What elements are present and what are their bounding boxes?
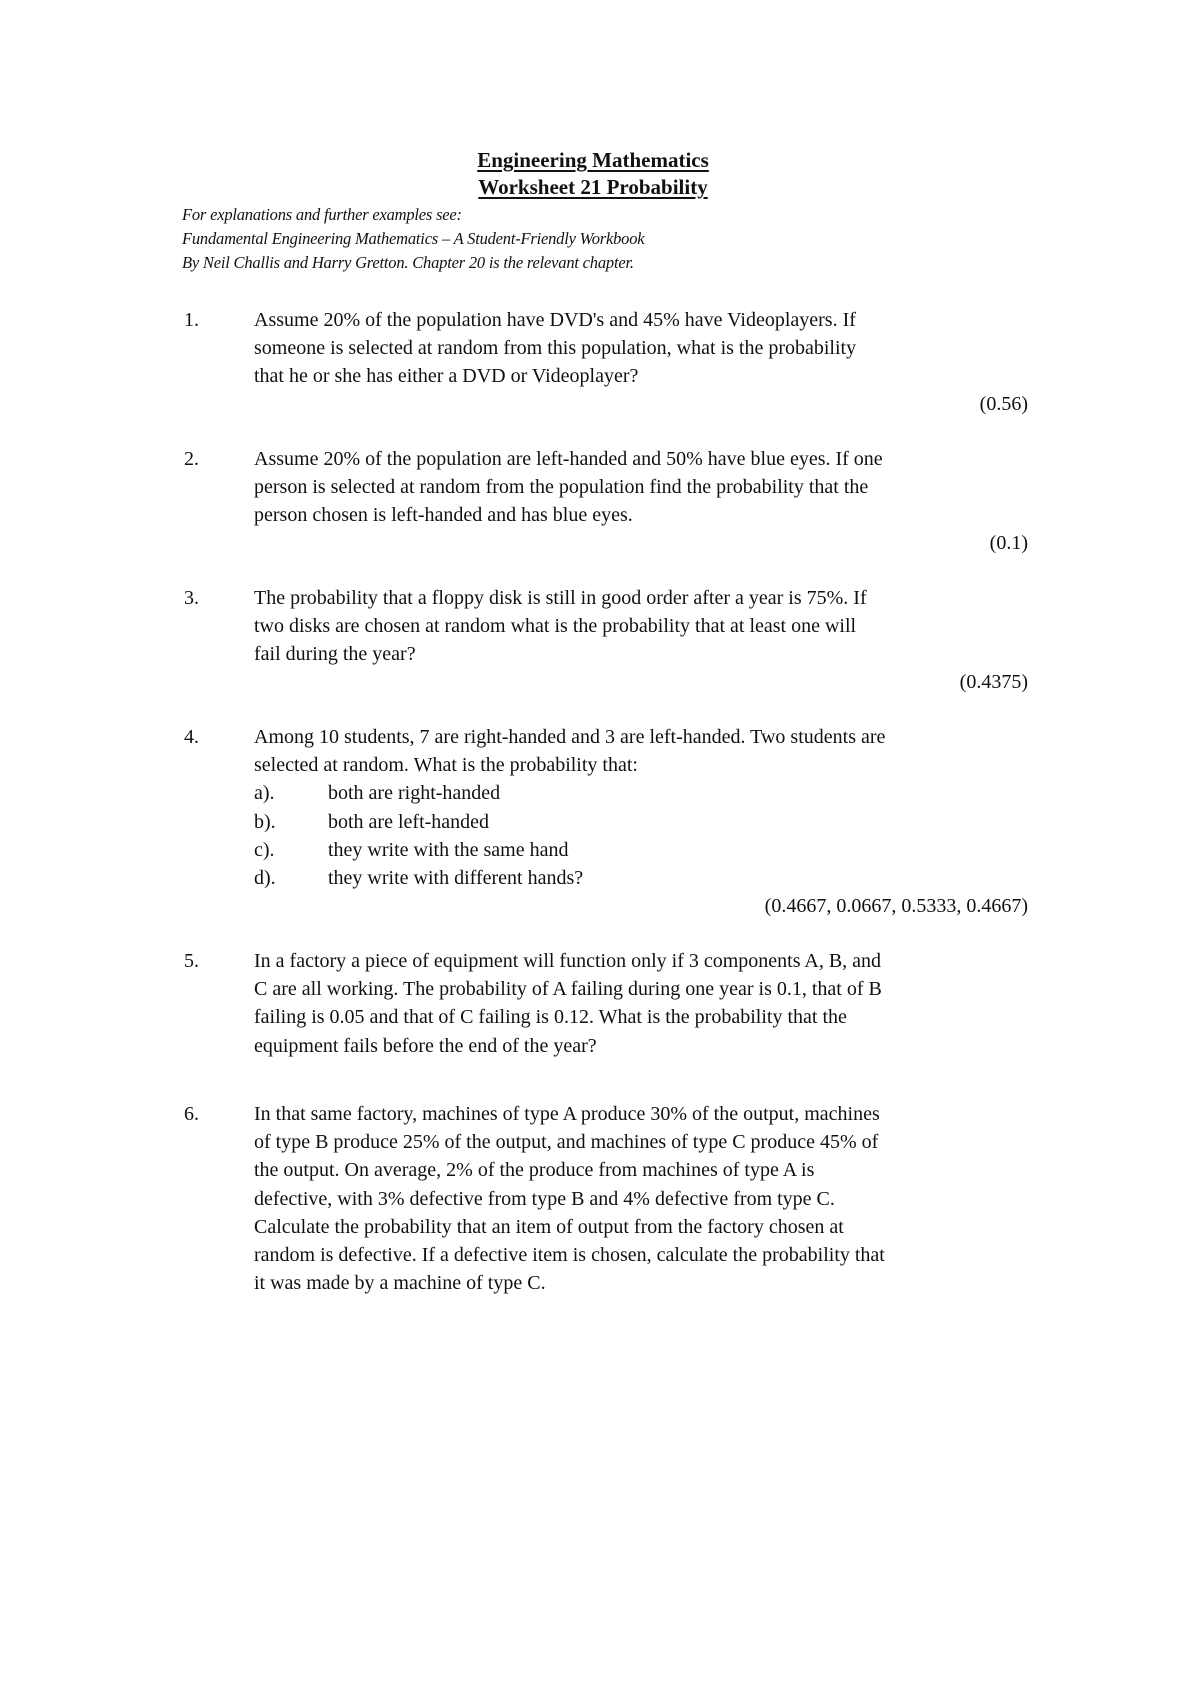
question-text xyxy=(254,445,1029,530)
reference-line-3: By Neil Challis and Harry Gretton. Chapter 20 is the relevant chapter. xyxy=(182,253,634,272)
question-line: selected at random. What is the probability that: xyxy=(254,754,638,777)
question-number: 6. xyxy=(184,1103,199,1125)
question-line: failing is 0.05 and that of C failing is 0.12. What is the probability that the xyxy=(254,1006,847,1029)
question-line: fail during the year? xyxy=(254,643,416,666)
question-part xyxy=(254,864,1054,892)
question-part xyxy=(254,836,1054,864)
part-label: c). xyxy=(254,838,275,861)
question-line: someone is selected at random from this population, what is the probability xyxy=(254,337,857,360)
question-parts xyxy=(254,779,1054,892)
question-line: equipment fails before the end of the year? xyxy=(254,1034,597,1057)
question-text xyxy=(254,1100,1029,1297)
part-text: both are left-handed xyxy=(328,810,490,833)
question-number: 3. xyxy=(184,587,199,609)
question-answer: (0.56) xyxy=(979,393,1028,415)
question-line: two disks are chosen at random what is the probability that at least one will xyxy=(254,615,857,638)
reference-line-1: For explanations and further examples see: xyxy=(182,205,462,224)
question-number: 5. xyxy=(184,950,199,972)
worksheet-subtitle: Worksheet 21 Probability xyxy=(478,175,708,199)
question-line: the output. On average, 2% of the produce from machines of type A is xyxy=(254,1159,815,1182)
question-answer: (0.4375) xyxy=(959,671,1028,693)
part-label: d). xyxy=(254,866,276,889)
question-line: that he or she has either a DVD or Videoplayer? xyxy=(254,365,639,388)
question-line: Assume 20% of the population are left-handed and 50% have blue eyes. If one xyxy=(254,448,883,470)
question-number: 1. xyxy=(184,309,199,331)
question-line: it was made by a machine of type C. xyxy=(254,1272,546,1295)
question-line: Among 10 students, 7 are right-handed and 3 are left-handed. Two students are xyxy=(254,726,886,748)
question-line: Assume 20% of the population have DVD's and 45% have Videoplayers. If xyxy=(254,309,856,331)
question-line: person is selected at random from the population find the probability that the xyxy=(254,476,869,499)
question-part xyxy=(254,808,1054,836)
question-line: In a factory a piece of equipment will function only if 3 components A, B, and xyxy=(254,950,882,972)
question-text xyxy=(254,584,1029,669)
page-title: Engineering Mathematics xyxy=(477,148,709,172)
question-text xyxy=(254,723,1029,779)
question-line: Calculate the probability that an item of output from the factory chosen at xyxy=(254,1215,844,1238)
question-text xyxy=(254,306,1029,391)
part-label: b). xyxy=(254,810,276,833)
question-text xyxy=(254,947,1029,1060)
part-text: they write with the same hand xyxy=(328,838,569,861)
question-line: C are all working. The probability of A failing during one year is 0.1, that of B xyxy=(254,978,882,1001)
part-text: both are right-handed xyxy=(328,782,501,805)
question-line: The probability that a floppy disk is still in good order after a year is 75%. If xyxy=(254,587,867,609)
question-line: defective, with 3% defective from type B and 4% defective from type C. xyxy=(254,1187,835,1210)
question-answer: (0.4667, 0.0667, 0.5333, 0.4667) xyxy=(764,895,1028,917)
question-line: random is defective. If a defective item is chosen, calculate the probability that xyxy=(254,1244,885,1267)
question-answer: (0.1) xyxy=(989,532,1028,554)
question-line: of type B produce 25% of the output, and machines of type C produce 45% of xyxy=(254,1131,879,1154)
part-label: a). xyxy=(254,782,275,805)
question-line: In that same factory, machines of type A produce 30% of the output, machines xyxy=(254,1103,880,1125)
reference-line-2: Fundamental Engineering Mathematics – A Student-Friendly Workbook xyxy=(182,229,645,248)
question-line: person chosen is left-handed and has blue eyes. xyxy=(254,504,633,527)
question-number: 2. xyxy=(184,448,199,470)
question-number: 4. xyxy=(184,726,199,748)
part-text: they write with different hands? xyxy=(328,866,584,889)
question-part xyxy=(254,779,1054,807)
